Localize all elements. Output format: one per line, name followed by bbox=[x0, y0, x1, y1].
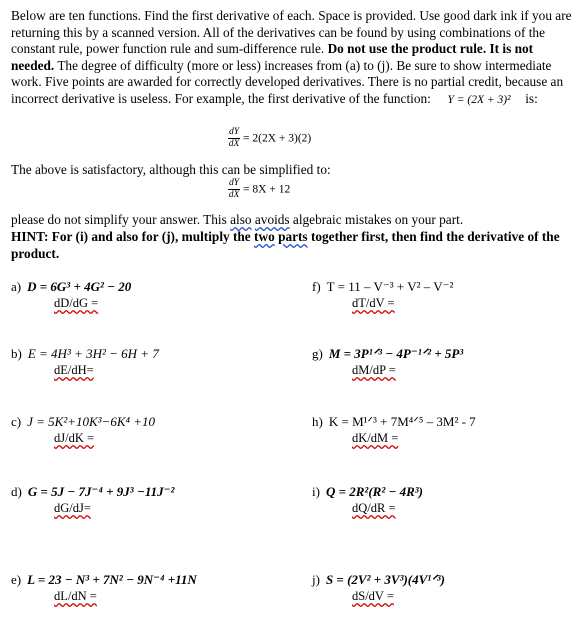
problem-d: d) G = 5J − 7J⁻⁴ + 9J³ −11J⁻² bbox=[11, 484, 175, 499]
problem-f: f) T = 11 – V⁻³ + V² – V⁻² bbox=[312, 279, 454, 294]
problem-c-function: J = 5K²+10K³−6K⁴ +10 bbox=[27, 414, 156, 429]
example-function: Y = (2X + 3)² bbox=[447, 93, 511, 106]
problem-d-derivative: dG/dJ= bbox=[54, 501, 91, 515]
problem-f-function: T = 11 – V⁻³ + V² – V⁻² bbox=[326, 279, 454, 294]
instructions-text-2: The degree of difficulty (more or less) increases from (a) to (j). Be sure to show intermediate work. Five points are awarded for correctly developed derivatives. There is no partial credit, because an incorrect derivative is useless. For example, the first derivative of the function: bbox=[11, 57, 564, 106]
problem-b: b) E = 4H³ + 3H² − 6H + 7 bbox=[11, 346, 159, 361]
problem-a-function: D = 6G³ + 4G² − 20 bbox=[27, 279, 132, 294]
problem-c: c) J = 5K²+10K³−6K⁴ +10 bbox=[11, 414, 156, 429]
notice-text: please do not simplify your answer. This also avoids algebraic mistakes on your part. bbox=[11, 212, 464, 227]
problem-h: h) K = M¹ᐟ³ + 7M⁴ᐟ⁵ – 3M² - 7 bbox=[312, 414, 476, 429]
problem-j-derivative: dS/dV = bbox=[352, 589, 394, 603]
instructions-text-1: Below are ten functions. Find the first derivative of each. Space is provided. Use good dark ink if you are returning this by a scanned version. All of the derivatives can be found by using combinations of the constant rule, power function rule and sum-difference rule. bbox=[11, 8, 572, 57]
problem-d-function: G = 5J − 7J⁻⁴ + 9J³ −11J⁻² bbox=[27, 484, 175, 499]
problem-j: j) S = (2V² + 3V³)(4V¹ᐟ³) bbox=[312, 572, 445, 587]
simplify-text: The above is satisfactory, although this can be simplified to: bbox=[11, 162, 331, 177]
instructions-bold-warning: Do not use the product rule. It is not needed. bbox=[11, 41, 534, 73]
example-derivative-2 bbox=[228, 178, 290, 201]
example-rhs-2: = 8X + 12 bbox=[243, 183, 291, 196]
problem-b-derivative: dE/dH= bbox=[54, 363, 94, 377]
example-rhs-1: = 2(2X + 3)(2) bbox=[243, 132, 312, 145]
problem-a: a) D = 6G³ + 4G² − 20 bbox=[11, 279, 132, 294]
problem-e: e) L = 23 − N³ + 7N² − 9N⁻⁴ +11N bbox=[11, 572, 197, 587]
problem-a-derivative: dD/dG = bbox=[54, 296, 99, 310]
problem-i-derivative: dQ/dR = bbox=[352, 501, 396, 515]
problem-i: i) Q = 2R²(R² − 4R³) bbox=[312, 484, 423, 499]
instructions-paragraph bbox=[11, 8, 573, 109]
problem-g-derivative: dM/dP = bbox=[352, 363, 396, 377]
problem-h-function: K = M¹ᐟ³ + 7M⁴ᐟ⁵ – 3M² - 7 bbox=[328, 414, 476, 429]
problem-f-derivative: dT/dV = bbox=[352, 296, 395, 310]
problem-e-derivative: dL/dN = bbox=[54, 589, 97, 603]
dy-dx-fraction-2: $\frac{dY}{dX}$ bbox=[228, 178, 240, 200]
problem-e-function: L = 23 − N³ + 7N² − 9N⁻⁴ +11N bbox=[27, 572, 197, 587]
problem-j-function: S = (2V² + 3V³)(4V¹ᐟ³) bbox=[325, 572, 445, 587]
example-is-label: is: bbox=[525, 90, 538, 106]
dy-dx-fraction: $\frac{dY}{dX}$ bbox=[228, 127, 240, 149]
problem-c-derivative: dJ/dK = bbox=[54, 431, 95, 445]
problem-g: g) M = 3P¹ᐟ³ − 4P⁻¹ᐟ² + 5P³ bbox=[312, 346, 464, 361]
problem-h-derivative: dK/dM = bbox=[352, 431, 399, 445]
hint-text: HINT: For (i) and also for (j), multiply the two parts together first, then find the derivative of the product. bbox=[11, 229, 560, 261]
problem-i-function: Q = 2R²(R² − 4R³) bbox=[325, 484, 423, 499]
example-derivative-1 bbox=[228, 127, 311, 150]
problem-b-function: E = 4H³ + 3H² − 6H + 7 bbox=[27, 346, 159, 361]
problem-g-function: M = 3P¹ᐟ³ − 4P⁻¹ᐟ² + 5P³ bbox=[328, 346, 464, 361]
